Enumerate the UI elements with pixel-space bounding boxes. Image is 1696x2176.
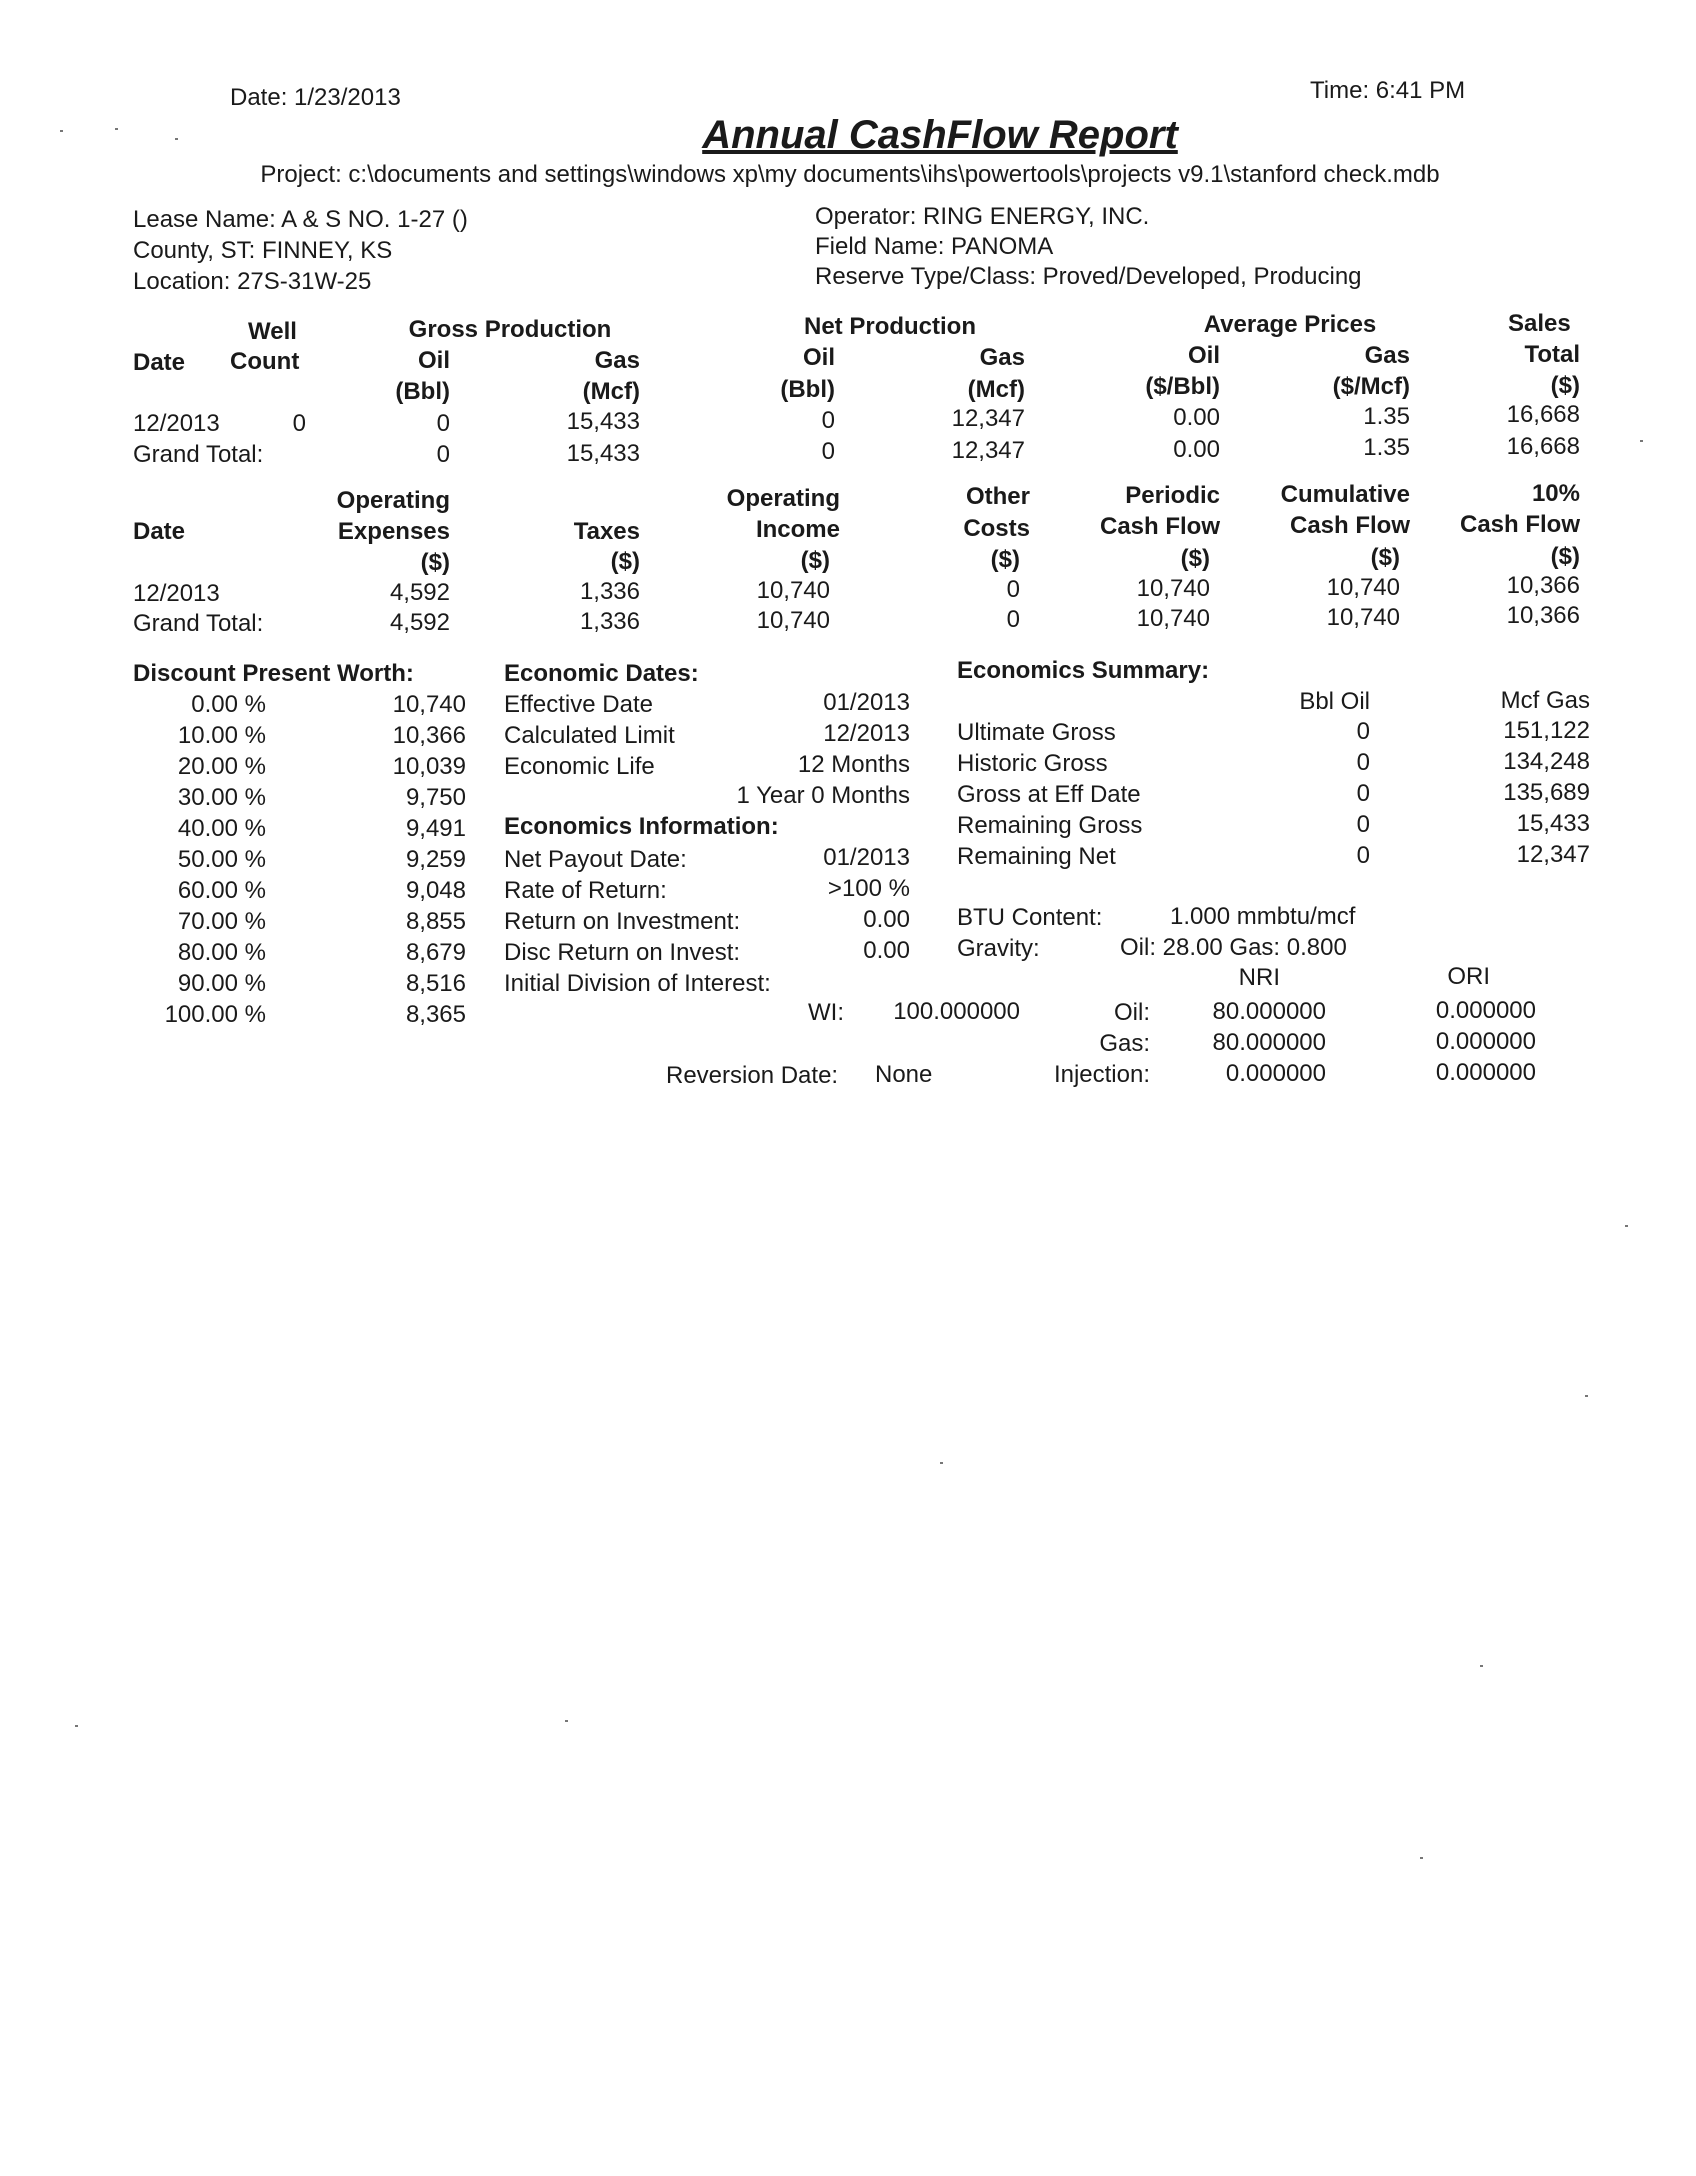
dpw-rate: 80.00 % <box>177 939 266 966</box>
col-count: Count <box>230 348 300 375</box>
table-cell: 15,433 <box>566 440 640 467</box>
scan-speck <box>940 1462 943 1464</box>
dpw-value: 8,855 <box>405 908 466 935</box>
table-cell: 1,336 <box>579 608 640 635</box>
col-opinc-2: Income <box>755 516 840 543</box>
col-price-oil: Oil <box>1187 342 1220 369</box>
table-cell: 15,433 <box>566 408 640 435</box>
table-cell: 1.35 <box>1363 403 1410 430</box>
nri-value: 80.000000 <box>1212 1029 1326 1056</box>
group-net-production: Net Production <box>804 313 976 340</box>
table-cell: 1.35 <box>1363 434 1410 461</box>
location: Location: 27S-31W-25 <box>133 268 372 295</box>
scan-speck <box>1625 1225 1628 1227</box>
operator: Operator: RING ENERGY, INC. <box>815 203 1150 230</box>
col-ten-2: Cash Flow <box>1459 511 1580 538</box>
econ-summary-title: Economics Summary: <box>957 657 1210 684</box>
btu-content-value: 1.000 mmbtu/mcf <box>1170 903 1356 930</box>
interest-row-label: Oil: <box>1114 999 1150 1026</box>
summary-row-label: Ultimate Gross <box>957 719 1116 746</box>
col-nri: NRI <box>1238 964 1280 991</box>
table-cell: 12,347 <box>951 405 1025 432</box>
col-total: Total <box>1524 341 1580 368</box>
scan-speck <box>565 1720 568 1722</box>
dpw-rate: 50.00 % <box>177 846 266 873</box>
field-name: Field Name: PANOMA <box>815 233 1054 260</box>
col-cf-date: Date <box>133 518 186 545</box>
interest-row-label: Gas: <box>1099 1030 1150 1057</box>
group-gross-production: Gross Production <box>408 316 612 343</box>
rate-of-return-value: >100 % <box>827 875 910 902</box>
economic-life-value-years: 1 Year 0 Months <box>736 782 910 809</box>
table-cell: 0 <box>821 438 835 465</box>
econ-dates-title: Economic Dates: <box>504 660 699 687</box>
summary-gas: 151,122 <box>1503 717 1590 744</box>
col-cumulative-2: Cash Flow <box>1289 512 1410 539</box>
summary-gas: 134,248 <box>1503 748 1590 775</box>
report-time: Time: 6:41 PM <box>1310 77 1466 104</box>
dpw-value: 10,039 <box>392 753 466 780</box>
net-payout-label: Net Payout Date: <box>504 846 687 873</box>
scan-speck <box>1420 1857 1423 1859</box>
table-cell: 4,592 <box>389 579 450 606</box>
ori-value: 0.000000 <box>1435 1028 1536 1055</box>
summary-gas: 15,433 <box>1516 810 1590 837</box>
gravity-label: Gravity: <box>957 935 1040 962</box>
unit-price-oil: ($/Bbl) <box>1145 373 1220 400</box>
table-cell: 0 <box>436 410 450 437</box>
dpw-title: Discount Present Worth: <box>133 660 414 687</box>
effective-date-value: 01/2013 <box>823 689 910 716</box>
dpw-rate: 30.00 % <box>177 784 266 811</box>
unit-other: ($) <box>990 546 1020 573</box>
col-periodic-2: Cash Flow <box>1099 513 1220 540</box>
dpw-rate: 70.00 % <box>177 908 266 935</box>
dpw-value: 9,259 <box>405 846 466 873</box>
unit-cumulative: ($) <box>1370 544 1400 571</box>
summary-gas: 12,347 <box>1516 841 1590 868</box>
dpw-rate: 90.00 % <box>177 970 266 997</box>
table-cell: 10,740 <box>1326 574 1400 601</box>
unit-gross-oil: (Bbl) <box>395 378 450 405</box>
grand-total-label: Grand Total: <box>133 610 264 637</box>
dpw-rate: 20.00 % <box>177 753 266 780</box>
dpw-value: 9,048 <box>405 877 466 904</box>
wi-label: WI: <box>808 999 844 1026</box>
col-other-2: Costs <box>963 515 1030 542</box>
summary-oil: 0 <box>1356 842 1370 869</box>
roi-label: Return on Investment: <box>504 908 741 935</box>
dpw-value: 8,365 <box>405 1001 466 1028</box>
dpw-rate: 60.00 % <box>177 877 266 904</box>
col-ten-1: 10% <box>1531 480 1580 507</box>
ori-value: 0.000000 <box>1435 997 1536 1024</box>
summary-oil: 0 <box>1356 811 1370 838</box>
dpw-rate: 0.00 % <box>191 691 266 718</box>
dpw-rate: 40.00 % <box>177 815 266 842</box>
dpw-value: 10,740 <box>392 691 466 718</box>
lease-name: Lease Name: A & S NO. 1-27 () <box>133 206 468 233</box>
summary-row-label: Historic Gross <box>957 750 1108 777</box>
table-cell: 10,740 <box>1136 575 1210 602</box>
col-gross-oil: Oil <box>417 347 450 374</box>
county-state: County, ST: FINNEY, KS <box>133 237 393 264</box>
col-operating-1: Operating <box>336 487 450 514</box>
scan-speck <box>115 128 118 130</box>
dpw-value: 8,679 <box>405 939 466 966</box>
rate-of-return-label: Rate of Return: <box>504 877 667 904</box>
table-cell: 0 <box>436 441 450 468</box>
table-cell: 0 <box>292 410 306 437</box>
roi-value: 0.00 <box>863 906 910 933</box>
dpw-value: 9,750 <box>405 784 466 811</box>
interest-row-label: Injection: <box>1053 1061 1150 1088</box>
summary-row-label: Gross at Eff Date <box>957 781 1141 808</box>
nri-value: 0.000000 <box>1225 1060 1326 1087</box>
col-date: Date <box>133 349 186 376</box>
col-taxes: Taxes <box>573 518 640 545</box>
scan-speck <box>1480 1665 1483 1667</box>
summary-gas: 135,689 <box>1503 779 1590 806</box>
col-cumulative-1: Cumulative <box>1280 481 1410 508</box>
table-cell: 1,336 <box>579 578 640 605</box>
unit-taxes: ($) <box>610 548 640 575</box>
table-cell: 0 <box>1006 606 1020 633</box>
initial-division-label: Initial Division of Interest: <box>504 970 771 997</box>
report-title: Annual CashFlow Report <box>702 113 1178 157</box>
group-average-prices: Average Prices <box>1203 311 1377 338</box>
col-operating-2: Expenses <box>337 518 450 545</box>
unit-opinc: ($) <box>800 547 830 574</box>
table-row-date: 12/2013 <box>133 580 220 607</box>
effective-date-label: Effective Date <box>504 691 653 718</box>
summary-row-label: Remaining Gross <box>957 812 1143 839</box>
table-cell: 0 <box>821 407 835 434</box>
dpw-value: 8,516 <box>405 970 466 997</box>
table-cell: 10,366 <box>1506 572 1580 599</box>
col-net-oil: Oil <box>802 344 835 371</box>
col-mcf-gas: Mcf Gas <box>1500 687 1590 714</box>
unit-gross-gas: (Mcf) <box>582 378 640 405</box>
unit-ten: ($) <box>1550 543 1580 570</box>
table-cell: 0.00 <box>1173 436 1220 463</box>
col-price-gas: Gas <box>1364 342 1410 369</box>
calculated-limit-label: Calculated Limit <box>504 722 675 749</box>
summary-oil: 0 <box>1356 780 1370 807</box>
dpw-rate: 10.00 % <box>177 722 266 749</box>
col-gross-gas: Gas <box>594 347 640 374</box>
ori-value: 0.000000 <box>1435 1059 1536 1086</box>
table-row-date: 12/2013 <box>133 410 220 437</box>
table-cell: 10,366 <box>1506 602 1580 629</box>
table-cell: 16,668 <box>1506 401 1580 428</box>
nri-value: 80.000000 <box>1212 998 1326 1025</box>
table-cell: 10,740 <box>1326 604 1400 631</box>
economic-life-value: 12 Months <box>797 751 910 778</box>
table-cell: 10,740 <box>756 577 830 604</box>
wi-value: 100.000000 <box>893 998 1020 1025</box>
disc-roi-label: Disc Return on Invest: <box>504 939 741 966</box>
scan-speck <box>60 130 63 132</box>
summary-row-label: Remaining Net <box>957 843 1116 870</box>
btu-content-label: BTU Content: <box>957 904 1103 931</box>
scan-speck <box>1585 1395 1588 1397</box>
summary-oil: 0 <box>1356 749 1370 776</box>
scan-speck <box>1640 440 1643 442</box>
gravity-value: Oil: 28.00 Gas: 0.800 <box>1120 934 1347 961</box>
unit-net-oil: (Bbl) <box>780 376 835 403</box>
col-net-gas: Gas <box>979 344 1025 371</box>
dpw-value: 9,491 <box>405 815 466 842</box>
col-ori: ORI <box>1447 963 1490 990</box>
col-sales: Sales <box>1508 310 1571 337</box>
col-bbl-oil: Bbl Oil <box>1299 688 1370 715</box>
table-cell: 16,668 <box>1506 433 1580 460</box>
scan-speck <box>75 1725 78 1727</box>
report-date: Date: 1/23/2013 <box>230 84 401 111</box>
col-opinc-1: Operating <box>726 485 840 512</box>
unit-opex: ($) <box>420 549 450 576</box>
econ-info-title: Economics Information: <box>504 813 779 840</box>
reserve-type: Reserve Type/Class: Proved/Developed, Producing <box>815 263 1362 290</box>
calculated-limit-value: 12/2013 <box>823 720 910 747</box>
project-path: Project: c:\documents and settings\windows xp\my documents\ihs\powertools\projects v9.1\stanford check.mdb <box>260 161 1440 188</box>
table-cell: 0 <box>1006 576 1020 603</box>
economic-life-label: Economic Life <box>504 753 655 780</box>
net-payout-value: 01/2013 <box>823 844 910 871</box>
disc-roi-value: 0.00 <box>863 937 910 964</box>
dpw-rate: 100.00 % <box>164 1001 266 1028</box>
table-cell: 0.00 <box>1173 404 1220 431</box>
summary-oil: 0 <box>1356 718 1370 745</box>
reversion-date-label: Reversion Date: <box>666 1062 839 1089</box>
reversion-date-value: None <box>875 1061 933 1088</box>
dpw-value: 10,366 <box>392 722 466 749</box>
table-cell: 12,347 <box>951 437 1025 464</box>
scan-speck <box>175 138 178 140</box>
table-cell: 4,592 <box>389 609 450 636</box>
col-well: Well <box>248 318 297 345</box>
col-other-1: Other <box>965 483 1030 510</box>
unit-net-gas: (Mcf) <box>967 376 1025 403</box>
table-cell: 10,740 <box>756 607 830 634</box>
unit-sales: ($) <box>1550 372 1580 399</box>
unit-price-gas: ($/Mcf) <box>1332 373 1410 400</box>
col-periodic-1: Periodic <box>1125 482 1220 509</box>
grand-total-label: Grand Total: <box>133 441 264 468</box>
table-cell: 10,740 <box>1136 605 1210 632</box>
unit-periodic: ($) <box>1180 545 1210 572</box>
